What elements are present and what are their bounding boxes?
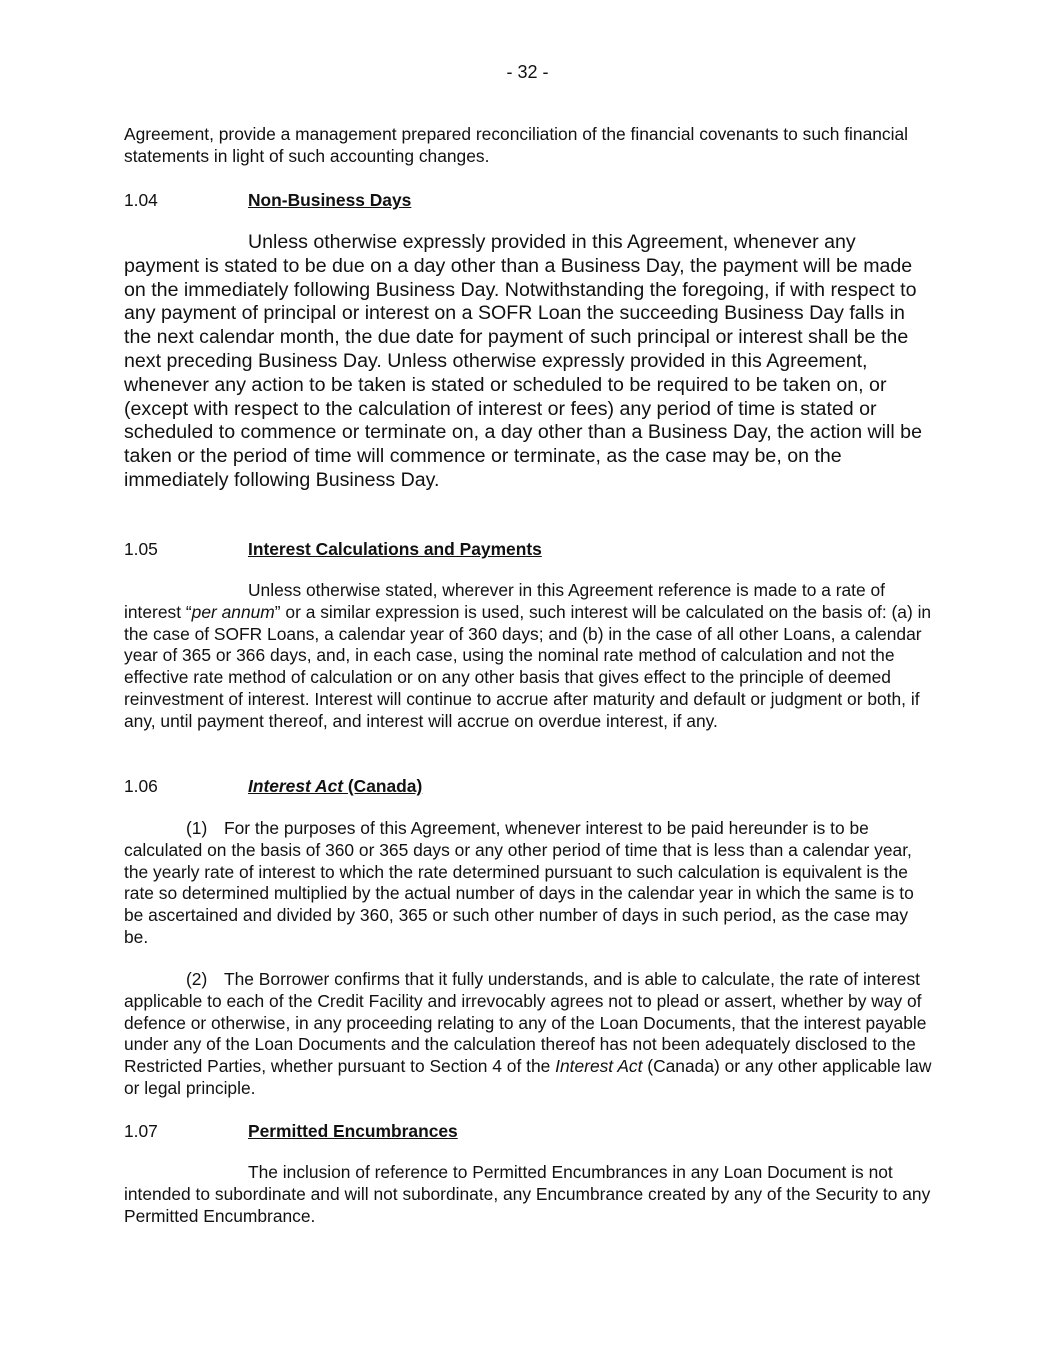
section-body-1-07 (124, 1162, 934, 1227)
section-body-1-05 (124, 580, 934, 733)
subsection-1-06-1 (124, 818, 934, 949)
section-title-italic: Interest Act (248, 776, 344, 796)
section-title-rest: (Canada) (343, 776, 423, 796)
section-title: Permitted Encumbrances (248, 1121, 458, 1141)
subsection-body-end: (Canada) or any other applicable law or legal principle. (124, 1056, 932, 1098)
section-number: 1.04 (124, 190, 158, 210)
subsection-text (124, 969, 934, 1100)
section-body-text (124, 580, 934, 733)
section-heading-1-04 (124, 189, 934, 211)
subsection-text (124, 818, 934, 949)
section-heading-1-07 (124, 1120, 934, 1142)
subsection-body-italic: Interest Act (555, 1056, 643, 1077)
body-text-italic: per annum (191, 601, 275, 622)
section-body-text: The inclusion of reference to Permitted Encumbrances in any Loan Document is not intended to subordinate and will not subordinate, any Encumbrance created by any of the Security to any Permitted Encumbrance. (124, 1162, 931, 1226)
body-text-end: ” or a similar expression is used, such interest will be calculated on the basis of: (a) in the case of SOFR Loans, a calendar year of 360 days; and (b) in the case of all other Loans, a calendar year of 365 or 366 days, and, in each case, using the nominal rate method of calculation and not the effective rate method of calculation or on any other basis that gives effect to the principle of deemed reinvestment of interest. Interest will continue to accrue after maturity and default or judgment or both, if any, until payment thereof, and interest will accrue on overdue interest, if any. (124, 601, 932, 731)
section-number: 1.07 (124, 1121, 158, 1141)
intro-paragraph-text: Agreement, provide a management prepared reconciliation of the financial covenants to such financial statements in light of such accounting changes. (124, 124, 909, 166)
section-number: 1.05 (124, 539, 158, 559)
section-number: 1.06 (124, 776, 158, 796)
subsection-body-start: The Borrower confirms that it fully understands, and is able to calculate, the rate of interest applicable to each of the Credit Facility and irrevocably agrees not to plead or assert, whether by way of defence or otherwise, in any proceeding relating to any of the Loan Documents, that the interest payable under any of the Loan Documents and the calculation thereof has not been adequately disclosed to the Restricted Parties, whether pursuant to Section 4 of the (124, 969, 927, 1077)
section-title: Non-Business Days (248, 190, 412, 210)
section-heading-1-06 (124, 775, 934, 797)
section-title (248, 776, 422, 796)
subsection-label: (2) (186, 969, 208, 989)
subsection-label: (1) (186, 818, 208, 838)
section-body-1-04 (124, 231, 934, 493)
page-number: - 32 - (506, 62, 549, 82)
section-body-text: Unless otherwise expressly provided in this Agreement, whenever any payment is stated to be due on a day other than a Business Day, the payment will be made on the immediately following Business Day. Notwithstanding the foregoing, if with respect to any payment of principal or interest on a SOFR Loan the succeeding Business Day falls in the next calendar month, the due date for payment of such principal or interest shall be the next preceding Business Day. Unless otherwise expressly provided in this Agreement, whenever any action to be taken is stated or scheduled to be required to be taken on, or (except with respect to the calculation of interest or fees) any period of time is stated or scheduled to commence or terminate on, a day other than a Business Day, the action will be taken or the period of time will commence or terminate, as the case may be, on the immediately following Business Day. (124, 231, 922, 491)
subsection-body: For the purposes of this Agreement, whenever interest to be paid hereunder is to be calculated on the basis of 360 or 365 days or any other period of time that is less than a calendar year, the yearly rate of interest to which the rate determined pursuant to such calculation is equivalent is the rate so determined multiplied by the actual number of days in the calendar year in which the same is to be ascertained and divided by 360, 365 or such other number of days in such period, as the case may be. (124, 818, 914, 947)
body-text-start: Unless otherwise stated, wherever in this Agreement reference is made to a rate of interest “ (124, 580, 886, 622)
section-heading-1-05 (124, 538, 934, 560)
subsection-1-06-2 (124, 969, 934, 1100)
intro-paragraph (124, 124, 934, 168)
section-title: Interest Calculations and Payments (248, 539, 542, 559)
